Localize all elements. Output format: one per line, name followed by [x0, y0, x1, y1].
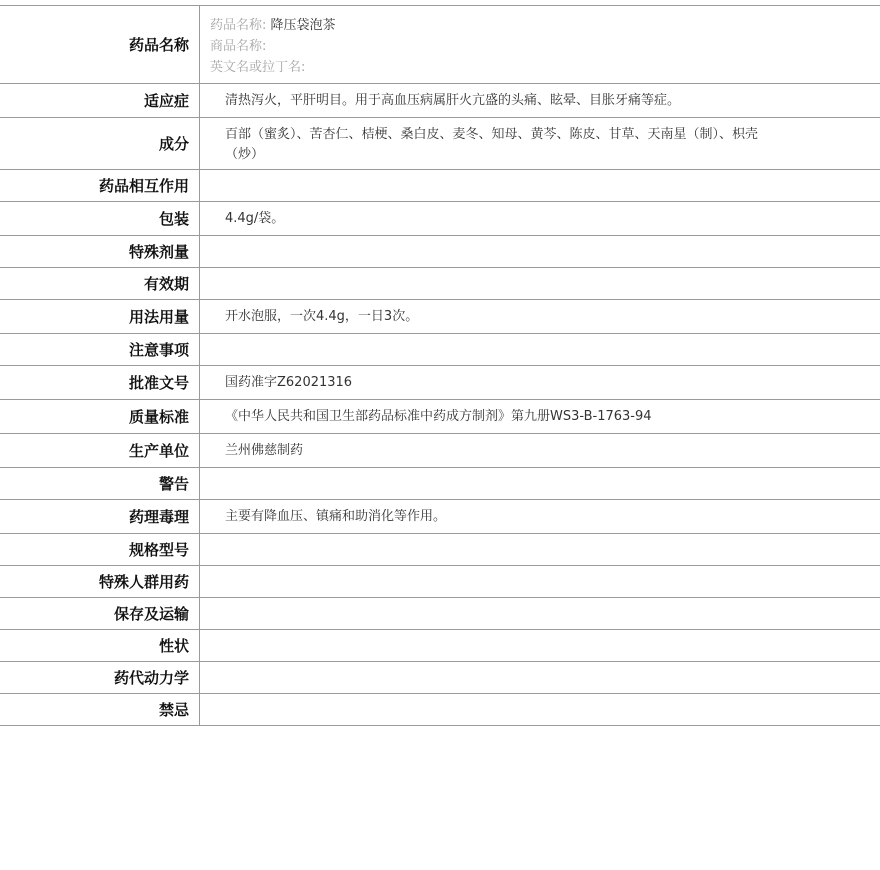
- english-name-key: 英文名或拉丁名:: [210, 60, 306, 75]
- row-value: [200, 170, 880, 201]
- row-label: 有效期: [0, 268, 200, 299]
- row-ingredients: [0, 118, 880, 170]
- row-value: [200, 268, 880, 299]
- row-value: [200, 598, 880, 629]
- row-label: 注意事项: [0, 334, 200, 365]
- row-value: 国药准字Z62021316: [225, 375, 353, 390]
- row-value: 开水泡服，一次4.4g，一日3次。: [225, 309, 419, 324]
- row-label: 药品名称: [0, 6, 200, 83]
- row-label: 适应症: [0, 84, 200, 117]
- row-precautions: [0, 334, 880, 366]
- row-label: 成分: [0, 118, 200, 169]
- trade-name-line: [210, 36, 870, 57]
- row-value: 《中华人民共和国卫生部药品标准中药成方制剂》第九册WS3-B-1763-94: [225, 409, 652, 424]
- row-warning: [0, 468, 880, 500]
- row-value: [200, 694, 880, 725]
- row-value: 4.4g/袋。: [225, 211, 285, 226]
- row-drug-name: [0, 6, 880, 84]
- row-value: [200, 334, 880, 365]
- row-value: 主要有降血压、镇痛和助消化等作用。: [225, 509, 447, 524]
- row-value: [200, 566, 880, 597]
- row-quality-standard: [0, 400, 880, 434]
- row-label: 批准文号: [0, 366, 200, 399]
- row-value: [200, 236, 880, 267]
- row-label: 质量标准: [0, 400, 200, 433]
- row-label: 禁忌: [0, 694, 200, 725]
- row-label: 特殊剂量: [0, 236, 200, 267]
- row-special-populations: [0, 566, 880, 598]
- row-value: [200, 630, 880, 661]
- row-special-dosage: [0, 236, 880, 268]
- row-value: [200, 468, 880, 499]
- row-specification: [0, 534, 880, 566]
- row-value: [200, 6, 880, 83]
- row-label: 包装: [0, 202, 200, 235]
- row-contraindications: [0, 694, 880, 726]
- row-pharmacology: [0, 500, 880, 534]
- generic-name-line: [210, 15, 870, 36]
- row-label: 生产单位: [0, 434, 200, 467]
- row-label: 警告: [0, 468, 200, 499]
- row-packaging: [0, 202, 880, 236]
- row-approval-number: [0, 366, 880, 400]
- generic-name-value: 降压袋泡茶: [270, 18, 336, 33]
- row-appearance: [0, 630, 880, 662]
- row-value: [200, 662, 880, 693]
- row-expiry: [0, 268, 880, 300]
- drug-info-table: [0, 5, 880, 726]
- row-indications: [0, 84, 880, 118]
- row-value: 清热泻火，平肝明目。用于高血压病属肝火亢盛的头痛、眩晕、目胀牙痛等症。: [225, 93, 681, 108]
- row-label: 药理毒理: [0, 500, 200, 533]
- english-name-line: [210, 57, 870, 78]
- row-label: 特殊人群用药: [0, 566, 200, 597]
- row-manufacturer: [0, 434, 880, 468]
- row-label: 药品相互作用: [0, 170, 200, 201]
- row-label: 保存及运输: [0, 598, 200, 629]
- row-label: 药代动力学: [0, 662, 200, 693]
- generic-name-key: 药品名称:: [210, 18, 267, 33]
- trade-name-key: 商品名称:: [210, 39, 267, 54]
- row-label: 规格型号: [0, 534, 200, 565]
- row-label: 性状: [0, 630, 200, 661]
- row-usage-dosage: [0, 300, 880, 334]
- row-value: 兰州佛慈制药: [225, 443, 304, 458]
- row-value: [200, 534, 880, 565]
- row-label: 用法用量: [0, 300, 200, 333]
- row-storage-transport: [0, 598, 880, 630]
- row-interactions: [0, 170, 880, 202]
- row-value: 百部（蜜炙）、苦杏仁、桔梗、桑白皮、麦冬、知母、黄芩、陈皮、甘草、天南星（制）、枳壳（炒）: [225, 127, 759, 162]
- row-pharmacokinetics: [0, 662, 880, 694]
